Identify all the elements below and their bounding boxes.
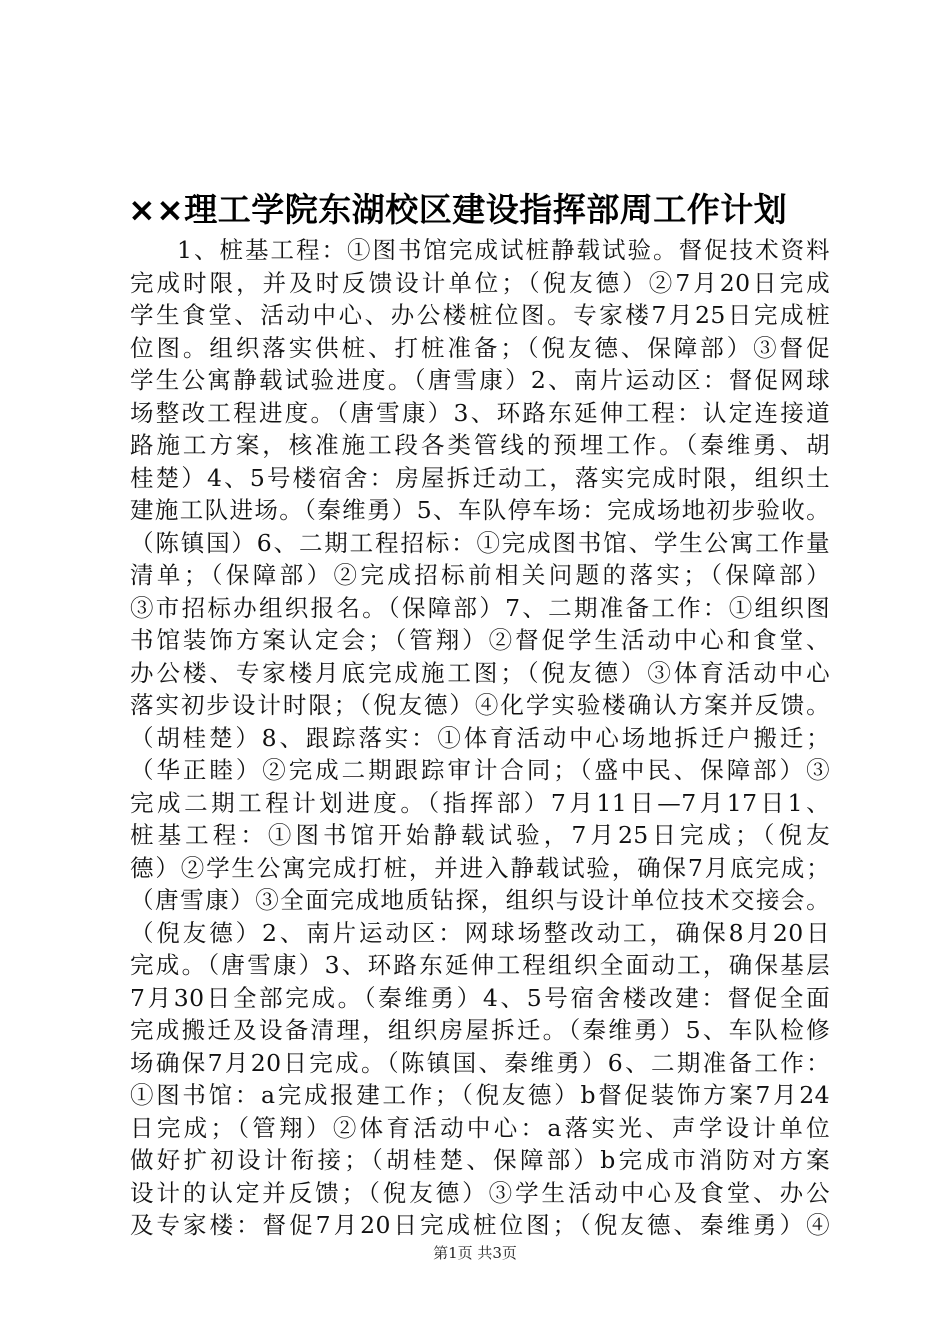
document-body xyxy=(130,234,830,1242)
body-line: （陈镇国）6、二期工程招标：①完成图书馆、学生公寓工作量 xyxy=(130,528,830,557)
document-title: ××理工学院东湖校区建设指挥部周工作计划 xyxy=(128,190,788,229)
body-line: 路施工方案，核准施工段各类管线的预埋工作。（秦维勇、胡 xyxy=(130,431,830,459)
body-line: 完成二期工程计划进度。（指挥部）7月11日—7月17日1、 xyxy=(130,788,830,817)
body-line: 位图。组织落实供桩、打桩准备；（倪友德、保障部）③督促 xyxy=(130,333,830,362)
body-line: ③市招标办组织报名。（保障部）7、二期准备工作：①组织图 xyxy=(130,593,830,622)
body-line: 桂楚）4、5号楼宿舍：房屋拆迁动工，落实完成时限，组织土 xyxy=(130,463,830,492)
body-line: 完成搬迁及设备清理，组织房屋拆迁。（秦维勇）5、车队检修 xyxy=(130,1016,830,1044)
body-line: ①图书馆：a完成报建工作；（倪友德）b督促装饰方案7月24 xyxy=(130,1081,830,1109)
body-line: 完成。（唐雪康）3、环路东延伸工程组织全面动工，确保基层 xyxy=(130,951,830,979)
body-line: （倪友德）2、南片运动区：网球场整改动工，确保8月20日 xyxy=(130,918,830,947)
body-line: （华正睦）②完成二期跟踪审计合同；（盛中民、保障部）③ xyxy=(130,756,830,784)
body-line: 做好扩初设计衔接；（胡桂楚、保障部）b完成市消防对方案 xyxy=(130,1146,830,1174)
body-line: 建施工队进场。（秦维勇）5、车队停车场：完成场地初步验收。 xyxy=(130,496,830,524)
body-line: 场整改工程进度。（唐雪康）3、环路东延伸工程：认定连接道 xyxy=(130,398,830,427)
body-line: 学生公寓静载试验进度。（唐雪康）2、南片运动区：督促网球 xyxy=(130,366,830,394)
body-line: （胡桂楚）8、跟踪落实：①体育活动中心场地拆迁户搬迁； xyxy=(130,723,830,752)
body-line: 落实初步设计时限；（倪友德）④化学实验楼确认方案并反馈。 xyxy=(130,691,830,719)
body-line: 7月30日全部完成。（秦维勇）4、5号宿舍楼改建：督促全面 xyxy=(130,983,830,1012)
body-line: 日完成；（管翔）②体育活动中心：a落实光、声学设计单位 xyxy=(130,1113,830,1142)
body-line: 场确保7月20日完成。（陈镇国、秦维勇）6、二期准备工作： xyxy=(130,1048,830,1077)
body-line: 及专家楼：督促7月20日完成桩位图；（倪友德、秦维勇）④ xyxy=(130,1211,830,1239)
body-line: 清单；（保障部）②完成招标前相关问题的落实；（保障部） xyxy=(130,561,830,589)
body-line: 德）②学生公寓完成打桩，并进入静载试验，确保7月底完成； xyxy=(130,853,830,882)
page-number-footer: 第1页 共3页 xyxy=(433,1244,517,1262)
body-line: 学生食堂、活动中心、办公楼桩位图。专家楼7月25日完成桩 xyxy=(130,301,830,329)
body-line: 设计的认定并反馈；（倪友德）③学生活动中心及食堂、办公 xyxy=(130,1178,830,1207)
body-line: 书馆装饰方案认定会；（管翔）②督促学生活动中心和食堂、 xyxy=(130,626,830,654)
body-line: （唐雪康）③全面完成地质钻探，组织与设计单位技术交接会。 xyxy=(130,886,830,914)
body-line: 办公楼、专家楼月底完成施工图；（倪友德）③体育活动中心 xyxy=(130,658,830,687)
body-line: 1、桩基工程：①图书馆完成试桩静载试验。督促技术资料 xyxy=(177,236,830,264)
body-line: 桩基工程：①图书馆开始静载试验，7月25日完成；（倪友 xyxy=(130,821,830,849)
body-line: 完成时限，并及时反馈设计单位；（倪友德）②7月20日完成 xyxy=(130,268,830,297)
